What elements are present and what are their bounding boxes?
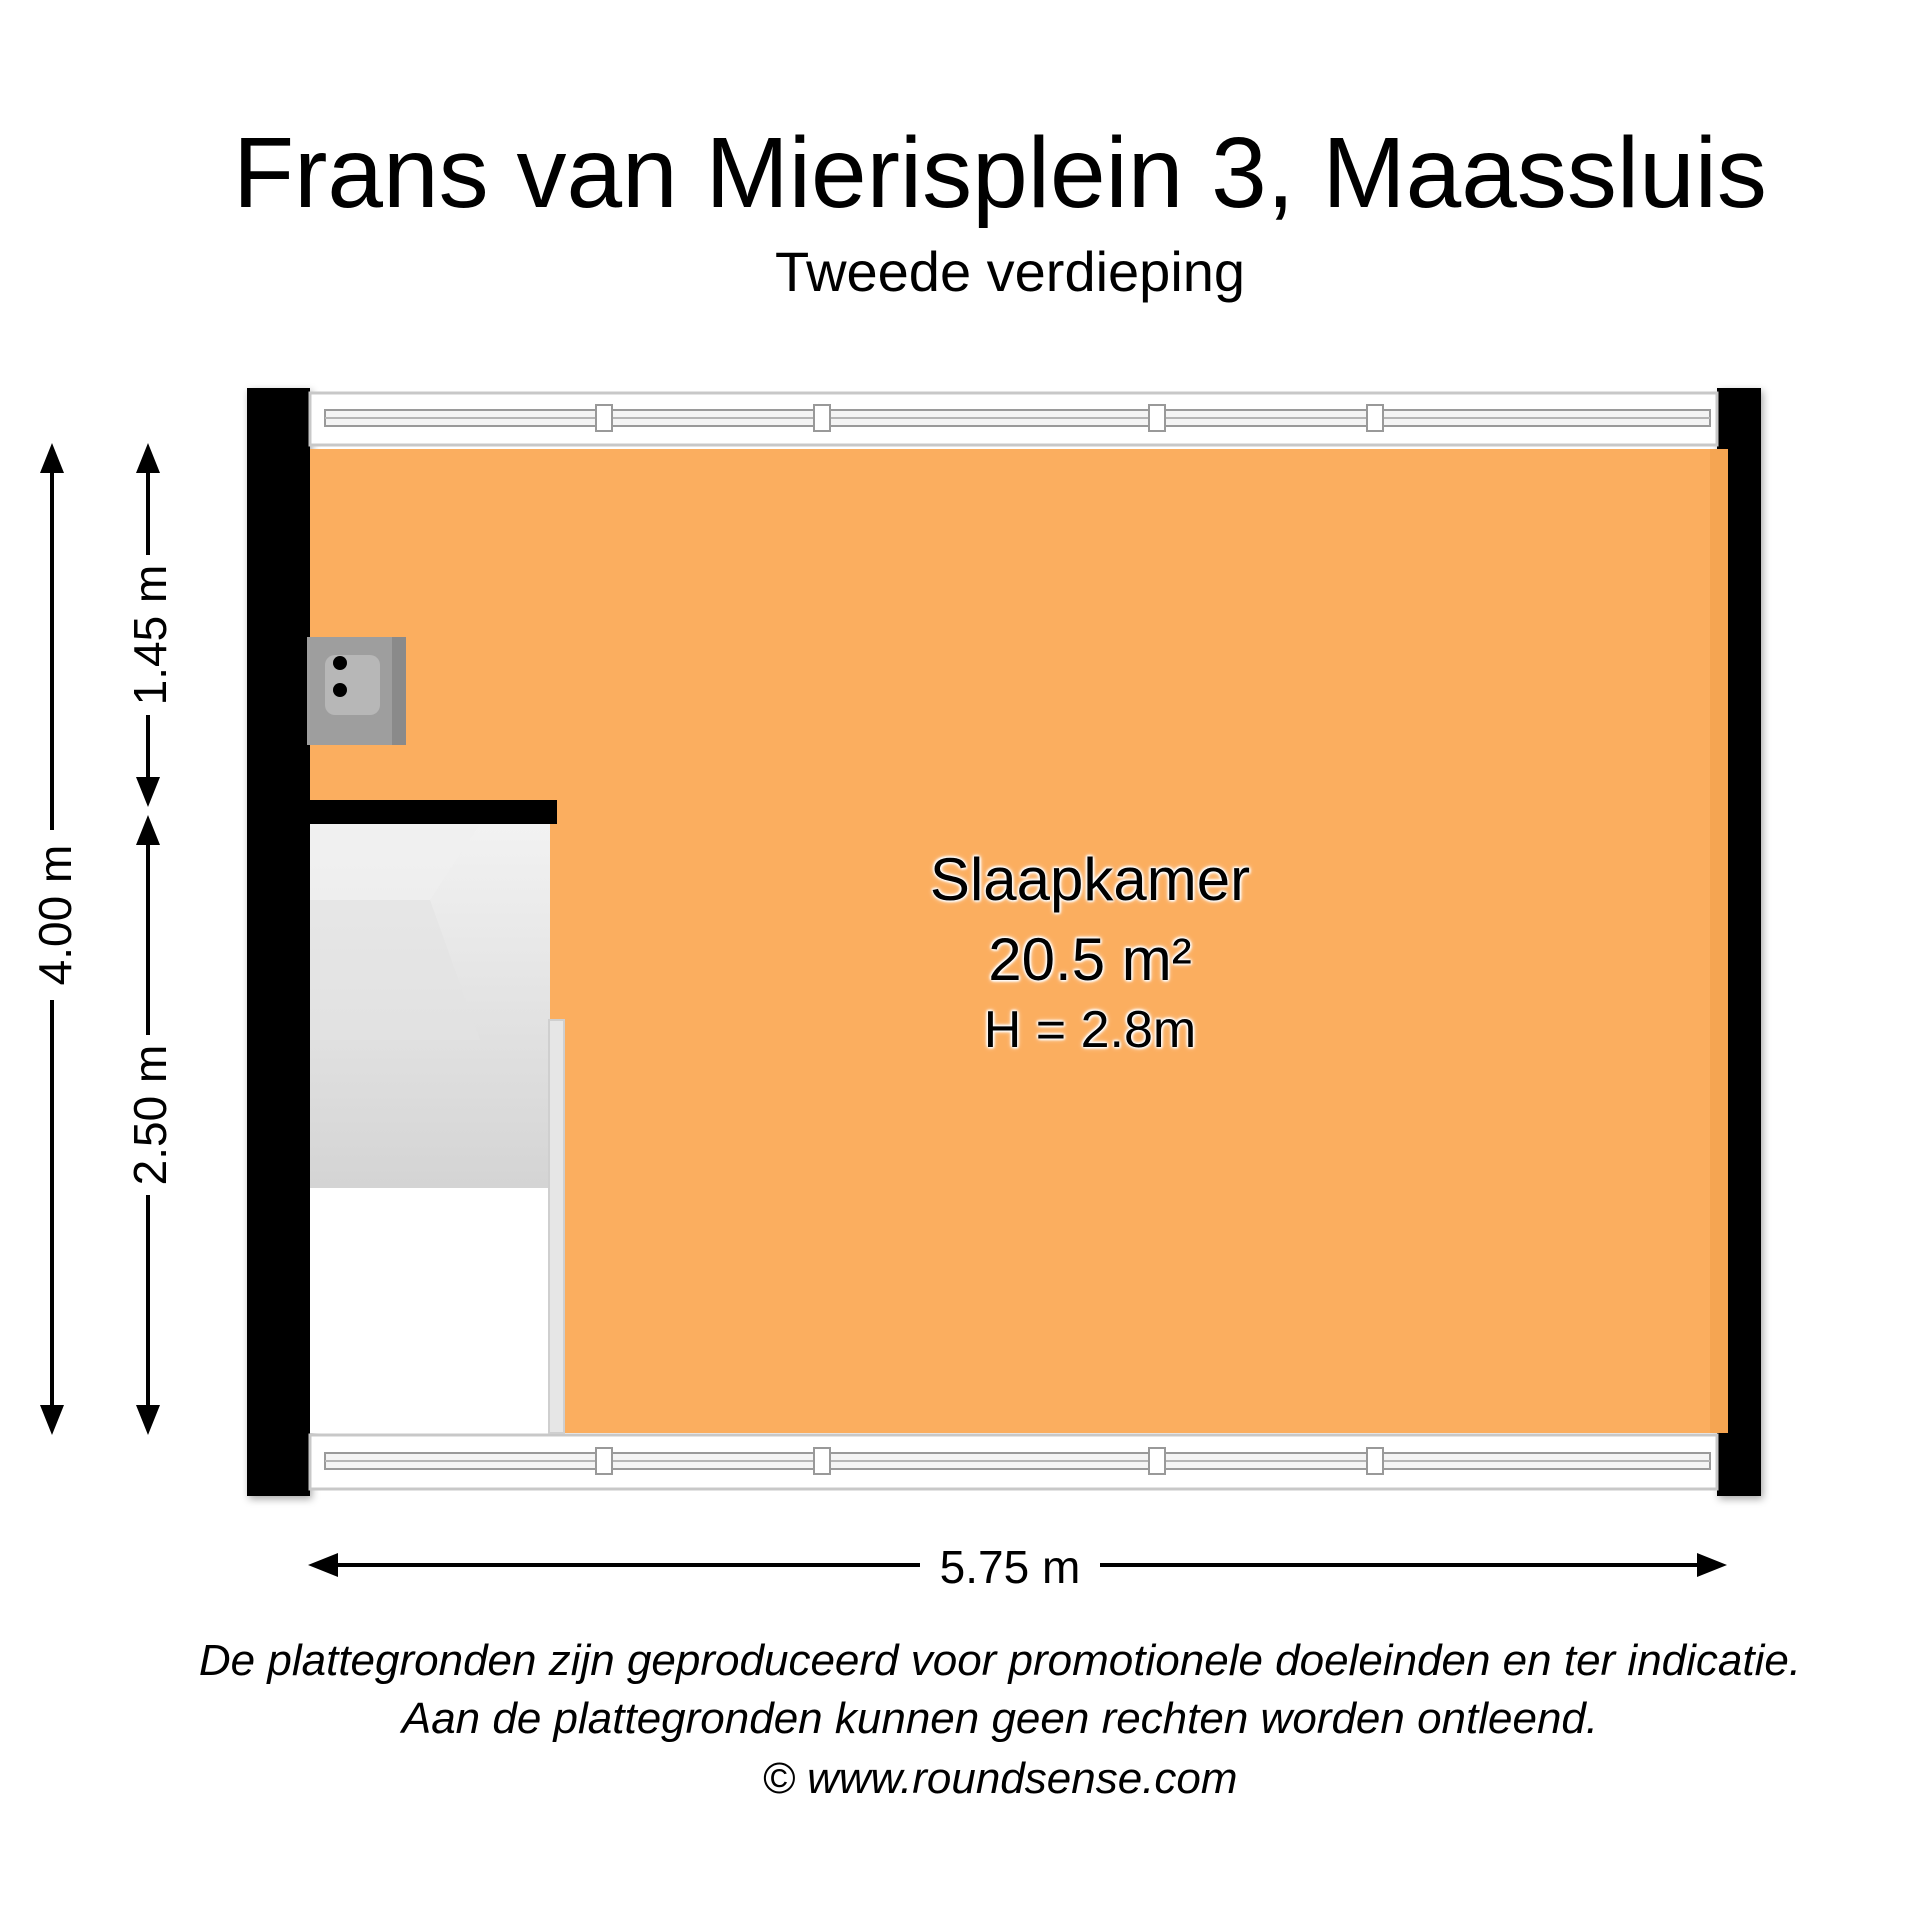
width-label: 5.75 m bbox=[920, 1542, 1100, 1592]
room-name: Slaapkamer bbox=[929, 846, 1251, 913]
room-area: 20.5 m² bbox=[988, 926, 1192, 993]
depth-segment-top-label: 1.45 m bbox=[125, 555, 175, 715]
page-title: Frans van Mierisplein 3, Maassluis bbox=[233, 117, 1767, 229]
fixture-dot-top bbox=[333, 656, 347, 670]
window-top bbox=[310, 393, 1717, 445]
wall-left bbox=[247, 388, 310, 1496]
stair-railing bbox=[549, 1020, 564, 1433]
floor-right-edge bbox=[1710, 449, 1728, 1433]
floor-subtitle: Tweede verdieping bbox=[774, 240, 1246, 303]
boiler-fixture bbox=[307, 637, 406, 745]
depth-segment-bottom-label: 2.50 m bbox=[125, 1035, 175, 1195]
disclaimer-line-2: Aan de plattegronden kunnen geen rechten worden ontleend. bbox=[401, 1694, 1599, 1743]
inner-wall-stair bbox=[310, 800, 557, 824]
disclaimer-line-1: De plattegronden zijn geproduceerd voor promotionele doeleinden en ter indicatie. bbox=[198, 1636, 1802, 1685]
fixture-dot-bottom bbox=[333, 683, 347, 697]
stairwell bbox=[310, 824, 564, 1433]
copyright-link[interactable]: © www.roundsense.com bbox=[762, 1754, 1238, 1803]
window-bottom bbox=[310, 1435, 1717, 1489]
depth-label: 4.00 m bbox=[30, 830, 80, 1000]
room-height: H = 2.8m bbox=[983, 1001, 1197, 1059]
